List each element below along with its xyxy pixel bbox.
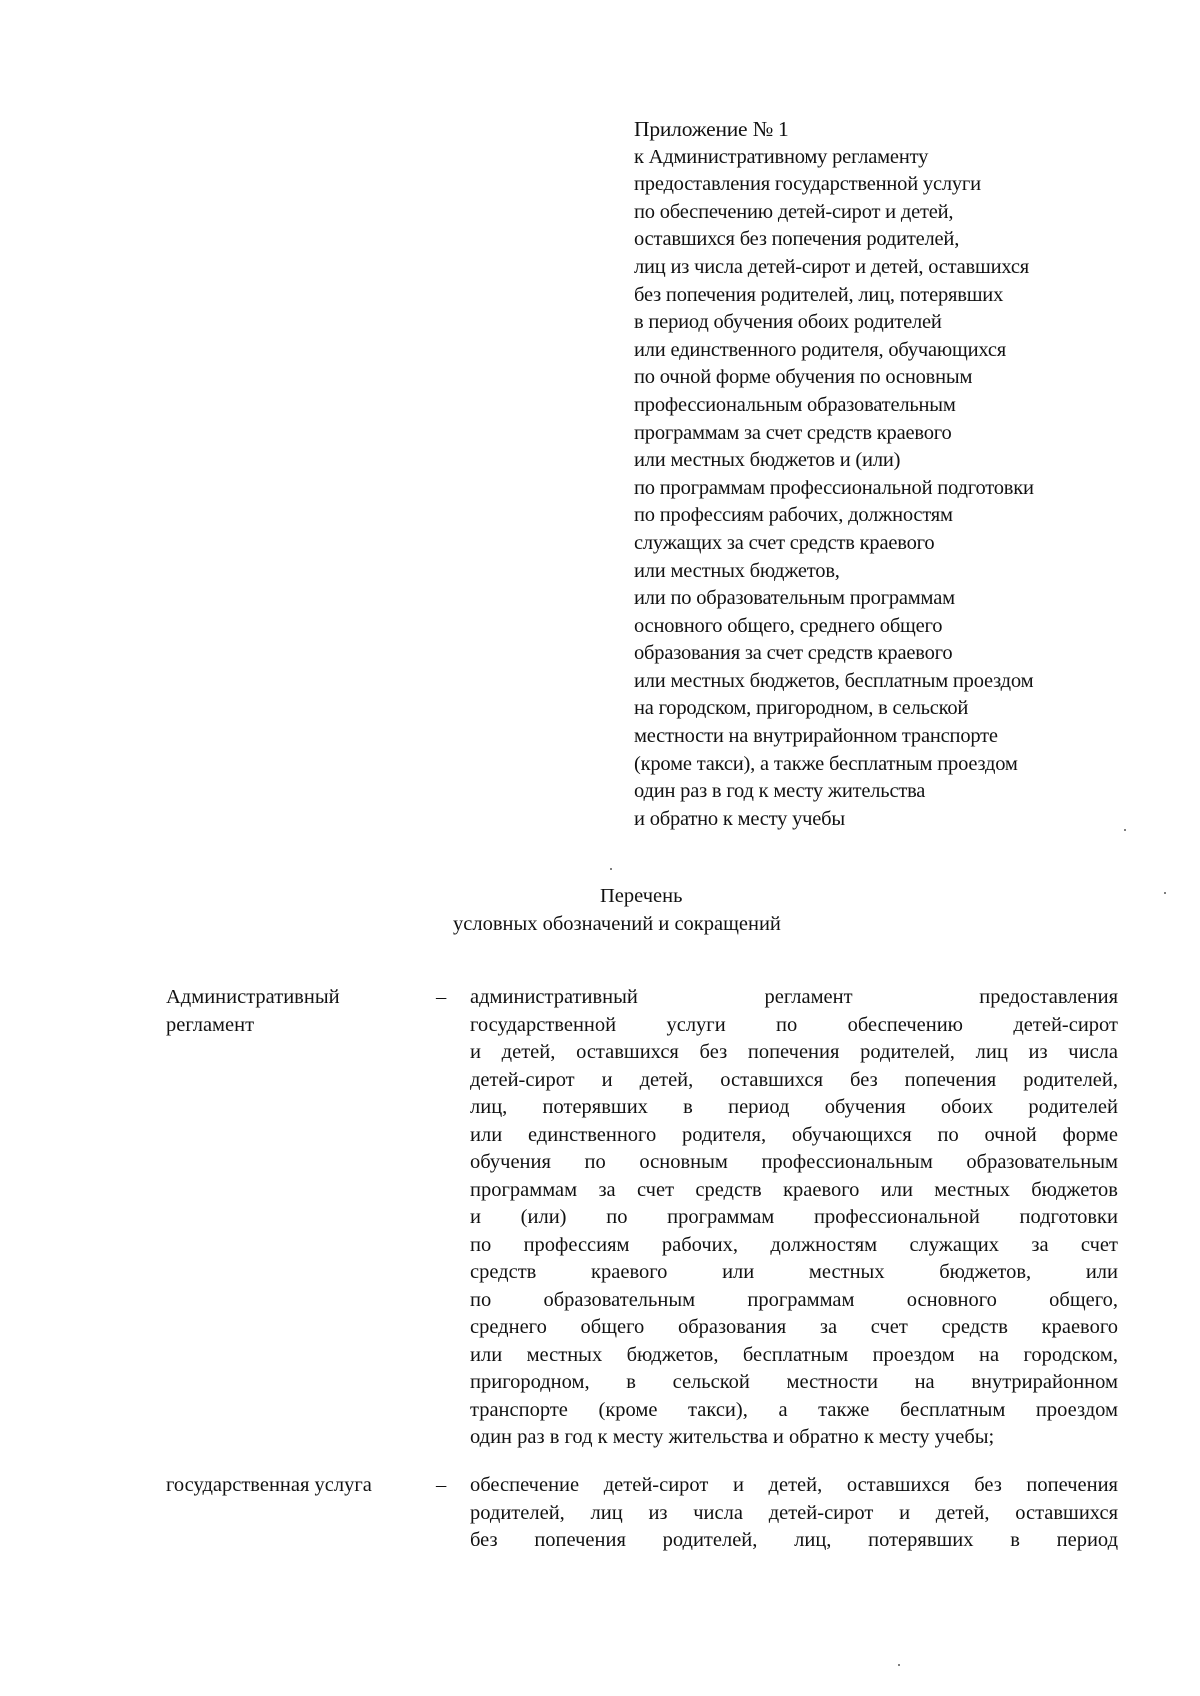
entry-term: государственная услуга xyxy=(166,1474,372,1496)
appendix-line: к Административному регламенту xyxy=(634,145,929,168)
appendix-line: предоставления государственной услуги xyxy=(634,173,981,196)
appendix-line: без попечения родителей, лиц, потерявших xyxy=(634,283,1004,306)
definition-line: детей-сирот и детей, оставшихся без попечения родителей, xyxy=(470,1068,1118,1091)
appendix-line: по профессиям рабочих, должностям xyxy=(634,504,953,527)
appendix-line: в период обучения обоих родителей xyxy=(634,311,942,334)
definition-line: программам за счет средств краевого или местных бюджетов xyxy=(470,1178,1118,1201)
appendix-line: по обеспечению детей-сирот и детей, xyxy=(634,200,954,223)
appendix-line: служащих за счет средств краевого xyxy=(634,531,935,554)
definition-line: лиц, потерявших в период обучения обоих родителей xyxy=(470,1096,1118,1118)
appendix-line: местности на внутрирайонном транспорте xyxy=(634,725,998,748)
definition-line: или местных бюджетов, бесплатным проездом на городском, xyxy=(470,1343,1118,1366)
appendix-line: и обратно к месту учебы xyxy=(634,807,845,830)
appendix-line: программам за счет средств краевого xyxy=(634,421,952,444)
definition-line: государственной услуги по обеспечению детей-сирот xyxy=(470,1013,1118,1036)
list-title-line-1: Перечень xyxy=(600,885,683,907)
appendix-line: или местных бюджетов и (или) xyxy=(634,449,901,472)
appendix-line: или местных бюджетов, xyxy=(634,559,840,582)
appendix-line: оставшихся без попечения родителей, xyxy=(634,228,960,251)
definition-line: один раз в год к месту жительства и обратно к месту учебы; xyxy=(470,1426,995,1448)
definition-line: или единственного родителя, обучающихся по очной форме xyxy=(470,1123,1118,1146)
scan-speck xyxy=(1124,829,1126,831)
appendix-line: профессиональным образовательным xyxy=(634,393,956,416)
appendix-line: или по образовательным программам xyxy=(634,587,955,610)
definition-line: по профессиям рабочих, должностям служащих за счет xyxy=(470,1233,1118,1256)
scan-speck xyxy=(610,868,612,870)
definition-line: пригородном, в сельской местности на внутрирайонном xyxy=(470,1371,1118,1393)
entry-dash: – xyxy=(436,1474,447,1496)
definition-line: средств краевого или местных бюджетов, или xyxy=(470,1261,1118,1283)
scan-speck xyxy=(898,1664,900,1666)
definition-line: транспорте (кроме такси), а также бесплатным проездом xyxy=(470,1398,1118,1421)
appendix-line: по очной форме обучения по основным xyxy=(634,366,973,389)
appendix-line: на городском, пригородном, в сельской xyxy=(634,697,969,720)
entry-definition xyxy=(470,984,1118,1452)
definition-line: обеспечение детей-сирот и детей, оставшихся без попечения xyxy=(470,1474,1118,1496)
appendix-line: по программам профессиональной подготовки xyxy=(634,476,1034,499)
definition-line: обучения по основным профессиональным образовательным xyxy=(470,1151,1118,1173)
list-title-line-2: условных обозначений и сокращений xyxy=(453,913,781,935)
definition-line: без попечения родителей, лиц, потерявших в период xyxy=(470,1529,1118,1551)
definition-line: по образовательным программам основного общего, xyxy=(470,1288,1118,1311)
entry-term: Административный регламент xyxy=(166,986,340,1036)
definition-line: и детей, оставшихся без попечения родителей, лиц из числа xyxy=(470,1041,1118,1063)
scan-speck xyxy=(1164,892,1166,894)
entry-definition xyxy=(470,1472,1118,1555)
appendix-line: или единственного родителя, обучающихся xyxy=(634,338,1006,361)
appendix-line: образования за счет средств краевого xyxy=(634,642,953,665)
appendix-header xyxy=(634,116,1174,833)
entry-dash: – xyxy=(436,986,447,1008)
appendix-line: лиц из числа детей-сирот и детей, оставшихся xyxy=(634,255,1029,278)
appendix-line: или местных бюджетов, бесплатным проездом xyxy=(634,669,1034,692)
appendix-line: (кроме такси), а также бесплатным проездом xyxy=(634,752,1018,775)
appendix-line: Приложение № 1 xyxy=(634,117,789,141)
definition-line: административный регламент предоставления xyxy=(470,986,1118,1008)
appendix-line: один раз в год к месту жительства xyxy=(634,780,926,803)
definition-line: и (или) по программам профессиональной подготовки xyxy=(470,1206,1118,1228)
appendix-line: основного общего, среднего общего xyxy=(634,614,943,637)
definition-line: родителей, лиц из числа детей-сирот и детей, оставшихся xyxy=(470,1501,1118,1524)
definition-line: среднего общего образования за счет средств краевого xyxy=(470,1316,1118,1338)
